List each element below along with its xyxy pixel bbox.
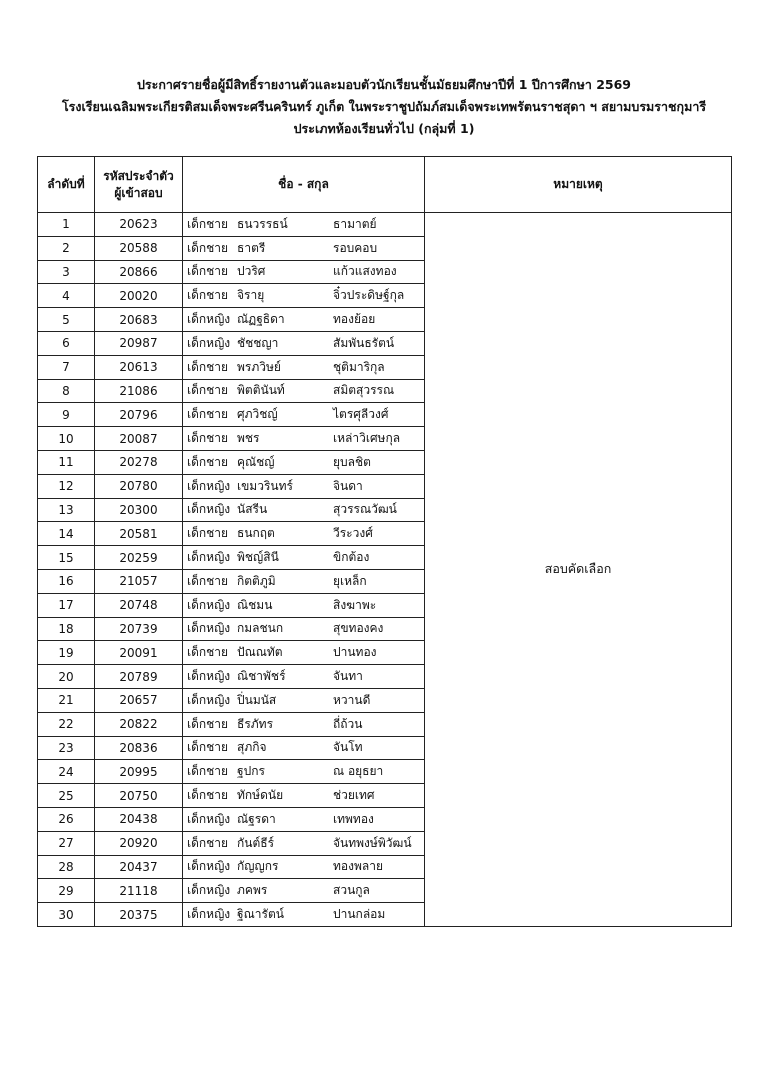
- name-prefix: เด็กชาย: [187, 407, 229, 422]
- row-seq: 9: [38, 403, 95, 427]
- name-prefix: เด็กชาย: [187, 645, 229, 660]
- row-seq: 20: [38, 665, 95, 689]
- row-full-name: [183, 522, 425, 546]
- row-full-name: [183, 665, 425, 689]
- first-name: ฐปกร: [237, 764, 265, 779]
- last-name: สมิตสุวรรณ: [333, 383, 395, 398]
- row-seq: 26: [38, 807, 95, 831]
- column-header-remark: หมายเหตุ: [425, 157, 732, 213]
- first-name: ธนกฤต: [237, 526, 275, 541]
- last-name: จันโท: [333, 740, 363, 755]
- first-name: ณัฐรดา: [237, 811, 276, 826]
- row-exam-code: 20822: [95, 712, 183, 736]
- first-name: ปิ่นมนัส: [237, 692, 277, 707]
- name-prefix: เด็กหญิง: [187, 312, 231, 327]
- first-name: ศุภวิชญ์: [237, 407, 278, 422]
- first-name: พชร: [237, 431, 260, 446]
- row-full-name: [183, 427, 425, 451]
- last-name: ชุติมาริกุล: [333, 359, 385, 374]
- last-name: เทพทอง: [333, 811, 374, 826]
- row-full-name: [183, 688, 425, 712]
- first-name: ณิชมน: [237, 597, 273, 612]
- row-exam-code: 20995: [95, 760, 183, 784]
- row-seq: 14: [38, 522, 95, 546]
- remark-cell: สอบคัดเลือก: [425, 213, 732, 927]
- row-exam-code: 20581: [95, 522, 183, 546]
- last-name: ถี่ถ้วน: [333, 716, 363, 731]
- last-name: เหล่าวิเศษกุล: [333, 431, 401, 446]
- row-seq: 22: [38, 712, 95, 736]
- last-name: ช่วยเทศ: [333, 788, 375, 803]
- row-full-name: [183, 403, 425, 427]
- document-header: [0, 74, 768, 140]
- last-name: ยุบลชิต: [333, 454, 371, 469]
- first-name: กันต์ธีร์: [237, 835, 275, 850]
- row-full-name: [183, 450, 425, 474]
- row-seq: 6: [38, 331, 95, 355]
- row-exam-code: 20278: [95, 450, 183, 474]
- name-prefix: เด็กชาย: [187, 526, 229, 541]
- name-prefix: เด็กชาย: [187, 716, 229, 731]
- last-name: สัมพันธรัตน์: [333, 335, 395, 350]
- row-exam-code: 20438: [95, 807, 183, 831]
- row-seq: 13: [38, 498, 95, 522]
- name-prefix: เด็กหญิง: [187, 335, 231, 350]
- row-full-name: [183, 760, 425, 784]
- column-header-code-line1: รหัสประจำตัว: [103, 168, 174, 183]
- first-name: จิรายุ: [237, 288, 265, 303]
- last-name: จันทพงษ์พิวัฒน์: [333, 835, 412, 850]
- row-seq: 15: [38, 546, 95, 570]
- row-full-name: [183, 379, 425, 403]
- row-seq: 18: [38, 617, 95, 641]
- name-prefix: เด็กหญิง: [187, 883, 231, 898]
- row-full-name: [183, 331, 425, 355]
- name-prefix: เด็กหญิง: [187, 692, 231, 707]
- row-seq: 1: [38, 213, 95, 237]
- last-name: ปานกล่อม: [333, 907, 386, 921]
- last-name: ขิกต้อง: [333, 550, 370, 565]
- table-row: [38, 213, 732, 237]
- last-name: สุวรรณวัฒน์: [333, 502, 397, 517]
- first-name: ภคพร: [237, 883, 268, 898]
- row-full-name: [183, 569, 425, 593]
- row-exam-code: 21057: [95, 569, 183, 593]
- name-prefix: เด็กชาย: [187, 788, 229, 803]
- last-name: สุขทองคง: [333, 621, 384, 636]
- row-seq: 19: [38, 641, 95, 665]
- name-prefix: เด็กชาย: [187, 431, 229, 446]
- row-exam-code: 20300: [95, 498, 183, 522]
- name-prefix: เด็กชาย: [187, 764, 229, 779]
- column-header-code: [95, 157, 183, 213]
- name-prefix: เด็กหญิง: [187, 811, 231, 826]
- first-name: ทักษ์ดนัย: [237, 788, 284, 803]
- table-header-row: [38, 157, 732, 213]
- last-name: ธามาตย์: [333, 216, 377, 231]
- first-name: กิตติภูมิ: [237, 573, 276, 588]
- row-exam-code: 20739: [95, 617, 183, 641]
- name-prefix: เด็กหญิง: [187, 502, 231, 517]
- last-name: วีระวงศ์: [333, 526, 373, 541]
- row-full-name: [183, 879, 425, 903]
- first-name: พิชญ์สินี: [237, 550, 279, 565]
- student-roster-table: [37, 156, 732, 927]
- row-full-name: [183, 807, 425, 831]
- row-exam-code: 20780: [95, 474, 183, 498]
- row-full-name: [183, 593, 425, 617]
- row-full-name: [183, 498, 425, 522]
- row-exam-code: 20750: [95, 784, 183, 808]
- first-name: พิตตินันท์: [237, 383, 285, 398]
- row-exam-code: 20087: [95, 427, 183, 451]
- column-header-code-line2: ผู้เข้าสอบ: [114, 185, 163, 200]
- name-prefix: เด็กหญิง: [187, 669, 231, 684]
- row-exam-code: 20091: [95, 641, 183, 665]
- row-seq: 3: [38, 260, 95, 284]
- first-name: ปัณณทัต: [237, 645, 283, 660]
- last-name: แก้วแสงทอง: [333, 264, 397, 279]
- row-full-name: [183, 546, 425, 570]
- last-name: ปานทอง: [333, 645, 377, 660]
- row-exam-code: 20789: [95, 665, 183, 689]
- column-header-seq: ลำดับที่: [38, 157, 95, 213]
- name-prefix: เด็กชาย: [187, 264, 229, 279]
- row-seq: 11: [38, 450, 95, 474]
- row-full-name: [183, 260, 425, 284]
- name-prefix: เด็กหญิง: [187, 478, 231, 493]
- row-exam-code: 20657: [95, 688, 183, 712]
- last-name: รอบคอบ: [333, 240, 378, 255]
- name-prefix: เด็กชาย: [187, 240, 229, 255]
- last-name: จินดา: [333, 478, 363, 493]
- row-exam-code: 20375: [95, 903, 183, 927]
- row-exam-code: 21086: [95, 379, 183, 403]
- first-name: ธาตรี: [237, 240, 266, 255]
- row-full-name: [183, 641, 425, 665]
- last-name: จันทา: [333, 669, 363, 684]
- last-name: จิ๋วประดิษฐ์กุล: [333, 288, 405, 303]
- row-full-name: [183, 355, 425, 379]
- row-seq: 25: [38, 784, 95, 808]
- row-full-name: [183, 617, 425, 641]
- last-name: ณ อยุธยา: [333, 764, 384, 779]
- row-full-name: [183, 831, 425, 855]
- last-name: สวนกูล: [333, 883, 370, 898]
- first-name: คุณัชญ์: [237, 454, 275, 469]
- last-name: สิงฆาพะ: [333, 597, 377, 612]
- name-prefix: เด็กหญิง: [187, 550, 231, 565]
- name-prefix: เด็กหญิง: [187, 859, 231, 874]
- row-full-name: [183, 736, 425, 760]
- first-name: ณัฏฐธิดา: [237, 312, 285, 327]
- row-seq: 16: [38, 569, 95, 593]
- header-category: ประเภทห้องเรียนทั่วไป (กลุ่มที่ 1): [293, 121, 475, 136]
- column-header-name: ชื่อ - สกุล: [183, 157, 425, 213]
- row-seq: 5: [38, 308, 95, 332]
- table-body: [38, 213, 732, 927]
- name-prefix: เด็กชาย: [187, 216, 229, 231]
- row-seq: 27: [38, 831, 95, 855]
- row-exam-code: 20796: [95, 403, 183, 427]
- name-prefix: เด็กชาย: [187, 454, 229, 469]
- row-seq: 10: [38, 427, 95, 451]
- last-name: ทองพลาย: [333, 859, 384, 874]
- row-full-name: [183, 213, 425, 237]
- first-name: กมลชนก: [237, 621, 284, 636]
- first-name: พรภวิษย์: [237, 359, 281, 374]
- row-full-name: [183, 855, 425, 879]
- row-exam-code: 20020: [95, 284, 183, 308]
- last-name: หวานดี: [333, 692, 371, 707]
- name-prefix: เด็กชาย: [187, 740, 229, 755]
- row-exam-code: 20836: [95, 736, 183, 760]
- row-exam-code: 20987: [95, 331, 183, 355]
- row-seq: 7: [38, 355, 95, 379]
- row-exam-code: 20683: [95, 308, 183, 332]
- row-full-name: [183, 784, 425, 808]
- row-full-name: [183, 474, 425, 498]
- name-prefix: เด็กชาย: [187, 573, 229, 588]
- first-name: ปวริศ: [237, 264, 266, 279]
- last-name: ทองย้อย: [333, 312, 376, 327]
- row-seq: 8: [38, 379, 95, 403]
- row-exam-code: 20623: [95, 213, 183, 237]
- row-exam-code: 20613: [95, 355, 183, 379]
- last-name: ไตรศุลีวงศ์: [333, 407, 389, 422]
- first-name: ฐิณารัตน์: [237, 907, 284, 921]
- first-name: ชัชชญา: [237, 335, 279, 350]
- row-exam-code: 20588: [95, 236, 183, 260]
- first-name: ณิชาพัชร์: [237, 669, 286, 684]
- name-prefix: เด็กชาย: [187, 383, 229, 398]
- first-name: ธีรภัทร: [237, 716, 274, 731]
- name-prefix: เด็กชาย: [187, 288, 229, 303]
- first-name: ธนวรรธน์: [237, 216, 288, 231]
- row-seq: 28: [38, 855, 95, 879]
- row-exam-code: 20259: [95, 546, 183, 570]
- first-name: กัญญกร: [237, 859, 279, 874]
- row-full-name: [183, 236, 425, 260]
- first-name: นัสรีน: [237, 502, 268, 517]
- header-title: ประกาศรายชื่อผู้มีสิทธิ์รายงานตัวและมอบตัวนักเรียนชั้นมัธยมศึกษาปีที่ 1 ปีการศึกษา 2569: [136, 77, 631, 92]
- first-name: สุภกิจ: [237, 740, 267, 755]
- row-exam-code: 20866: [95, 260, 183, 284]
- row-seq: 23: [38, 736, 95, 760]
- row-full-name: [183, 903, 425, 927]
- row-full-name: [183, 308, 425, 332]
- row-seq: 4: [38, 284, 95, 308]
- row-full-name: [183, 712, 425, 736]
- name-prefix: เด็กหญิง: [187, 907, 231, 921]
- row-exam-code: 20437: [95, 855, 183, 879]
- row-seq: 12: [38, 474, 95, 498]
- row-seq: 30: [38, 903, 95, 927]
- row-exam-code: 21118: [95, 879, 183, 903]
- name-prefix: เด็กหญิง: [187, 597, 231, 612]
- row-seq: 21: [38, 688, 95, 712]
- name-prefix: เด็กชาย: [187, 835, 229, 850]
- row-exam-code: 20748: [95, 593, 183, 617]
- row-seq: 17: [38, 593, 95, 617]
- first-name: เขมวรินทร์: [237, 478, 293, 493]
- last-name: ยุเหล็ก: [333, 573, 367, 588]
- row-seq: 24: [38, 760, 95, 784]
- row-seq: 29: [38, 879, 95, 903]
- name-prefix: เด็กหญิง: [187, 621, 231, 636]
- row-exam-code: 20920: [95, 831, 183, 855]
- row-seq: 2: [38, 236, 95, 260]
- row-full-name: [183, 284, 425, 308]
- name-prefix: เด็กชาย: [187, 359, 229, 374]
- header-school: โรงเรียนเฉลิมพระเกียรติสมเด็จพระศรีนครินทร์ ภูเก็ต ในพระราชูปถัมภ์สมเด็จพระเทพรัตนราชสุดา ฯ สยามบรมราชกุมารี: [61, 99, 707, 114]
